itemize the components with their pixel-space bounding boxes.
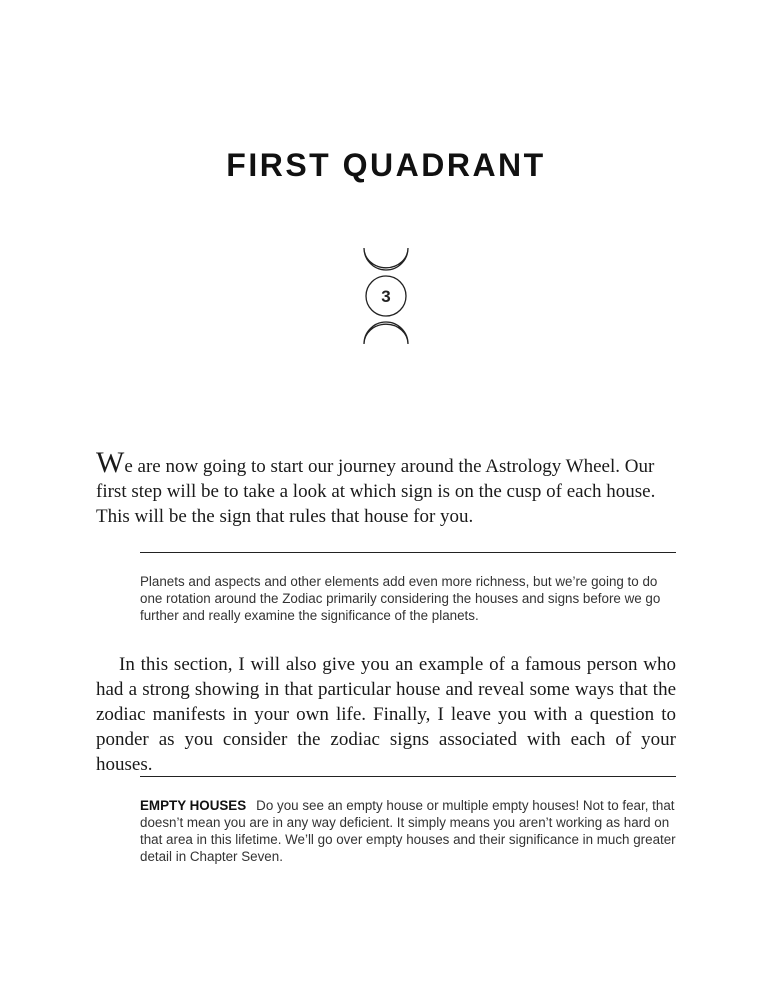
triple-moon-icon xyxy=(358,246,414,346)
sidebar-divider xyxy=(140,552,676,553)
empty-houses-note xyxy=(140,797,678,865)
page-title: FIRST QUADRANT xyxy=(226,147,546,183)
emblem-number: 3 xyxy=(381,287,391,306)
intro-paragraph xyxy=(96,446,676,529)
drop-letter: W xyxy=(96,446,125,479)
top-crescent xyxy=(364,248,408,270)
empty-houses-label: EMPTY HOUSES xyxy=(140,798,247,813)
bottom-crescent xyxy=(364,322,408,344)
empty-houses-text: Do you see an empty house or multiple empty houses! Not to fear, that doesn’t mean you are in any way deficient. It simply means you aren’t working as hard on that area in this lifetime. We’ll go over empty houses and their significance in much greater detail in Chapter Seven. xyxy=(140,798,676,864)
section-paragraph: In this section, I will also give you an example of a famous person who had a strong showing in that particular house and reveal some ways that the zodiac manifests in your own life. Finally, I leave you with a question to ponder as you consider the zodiac signs associated with each of your houses. xyxy=(96,654,676,775)
sidebar-divider xyxy=(140,776,676,777)
triple-moon-emblem xyxy=(358,246,414,346)
intro-text: e are now going to start our journey around the Astrology Wheel. Our first step will be to take a look at which sign is on the cusp of each house. This will be the sign that rules that house for you. xyxy=(96,456,656,527)
sidebar-note: Planets and aspects and other elements add even more richness, but we’re going to do one rotation around the Zodiac primarily considering the houses and signs before we go further and really examine the significance of the planets. xyxy=(140,574,661,623)
